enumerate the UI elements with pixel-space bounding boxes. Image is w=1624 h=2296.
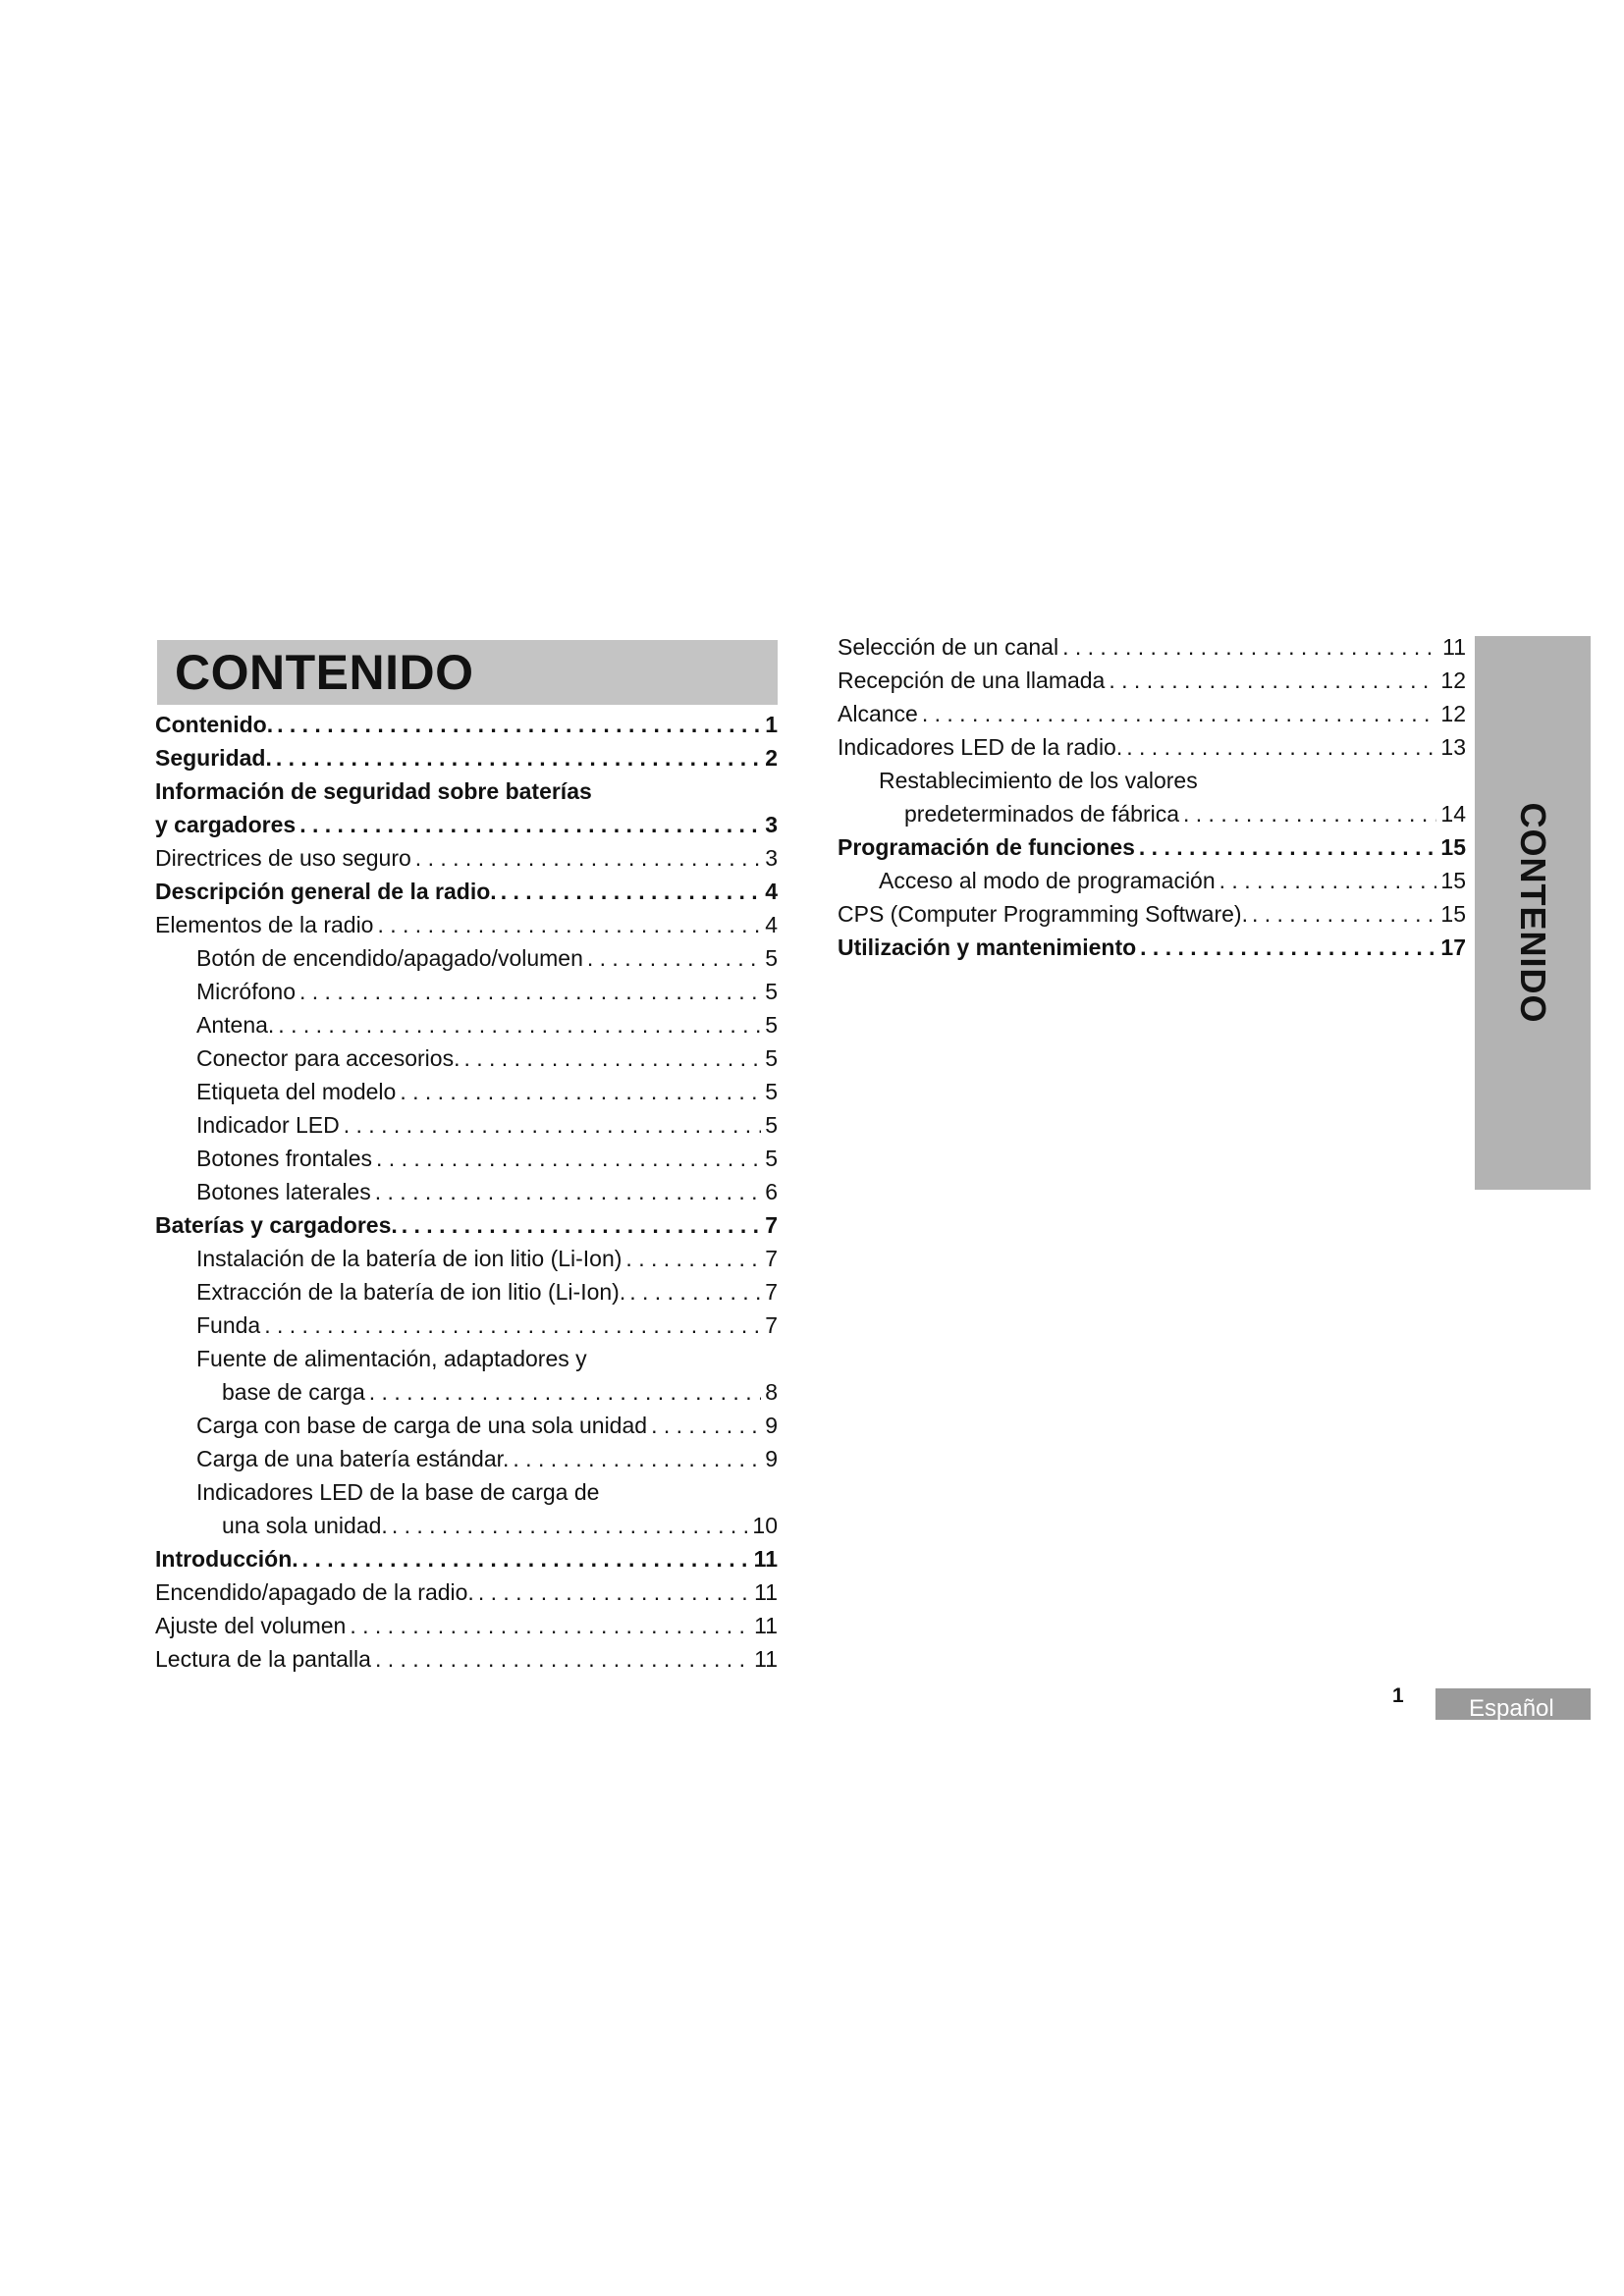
contents-heading: CONTENIDO bbox=[175, 645, 474, 700]
toc-entry-page: 12 bbox=[1440, 701, 1466, 726]
toc-entry-page: 11 bbox=[754, 1613, 778, 1638]
toc-entry[interactable] bbox=[838, 764, 1466, 797]
toc-dot-leader bbox=[415, 841, 761, 875]
toc-dot-leader bbox=[501, 875, 762, 908]
page-number: 1 bbox=[1392, 1684, 1404, 1707]
toc-entry[interactable] bbox=[838, 697, 1466, 730]
toc-entry-page: 9 bbox=[765, 1446, 778, 1471]
toc-entry[interactable] bbox=[838, 664, 1466, 697]
toc-entry-title: Indicadores LED de la radio. bbox=[838, 734, 1123, 760]
toc-entry-page: 3 bbox=[765, 845, 778, 871]
toc-dot-leader bbox=[1062, 630, 1438, 664]
toc-entry[interactable] bbox=[155, 1575, 778, 1609]
contents-heading-bar bbox=[157, 640, 778, 705]
toc-dot-leader bbox=[922, 697, 1437, 730]
toc-entry-title: Utilización y mantenimiento bbox=[838, 934, 1137, 960]
toc-entry[interactable] bbox=[155, 1375, 778, 1409]
toc-entry-title: Contenido. bbox=[155, 712, 274, 737]
toc-entry-page: 5 bbox=[765, 979, 778, 1004]
toc-dot-leader bbox=[1183, 797, 1436, 830]
toc-entry-page: 7 bbox=[765, 1212, 778, 1238]
side-tab-label: CONTENIDO bbox=[1513, 802, 1553, 1024]
toc-entry-title: Botones laterales bbox=[196, 1179, 371, 1204]
toc-entry-title: Programación de funciones bbox=[838, 834, 1135, 860]
toc-entry-title: Indicador LED bbox=[196, 1112, 340, 1138]
toc-dot-leader bbox=[276, 741, 761, 774]
toc-entry[interactable] bbox=[155, 975, 778, 1008]
toc-entry-title: Funda bbox=[196, 1312, 261, 1338]
toc-entry-title: Directrices de uso seguro bbox=[155, 845, 411, 871]
toc-entry-page: 11 bbox=[753, 1546, 778, 1572]
toc-entry[interactable] bbox=[838, 630, 1466, 664]
toc-entry[interactable] bbox=[155, 1108, 778, 1142]
toc-dot-leader bbox=[400, 1075, 761, 1108]
toc-entry-page: 5 bbox=[765, 1012, 778, 1038]
toc-entry-page: 7 bbox=[765, 1312, 778, 1338]
toc-entry-page: 7 bbox=[765, 1246, 778, 1271]
toc-entry-title: Baterías y cargadores. bbox=[155, 1212, 398, 1238]
toc-dot-leader bbox=[375, 1175, 761, 1208]
toc-entry-title: Carga con base de carga de una sola unidad bbox=[196, 1413, 648, 1438]
toc-dot-leader bbox=[629, 1275, 761, 1308]
toc-dot-leader bbox=[1219, 864, 1437, 897]
toc-dot-leader bbox=[375, 1642, 750, 1676]
toc-entry[interactable] bbox=[838, 931, 1466, 964]
toc-entry-title: base de carga bbox=[222, 1379, 365, 1405]
toc-entry-title: Descripción general de la radio. bbox=[155, 879, 497, 904]
toc-entry-title: Alcance bbox=[838, 701, 918, 726]
toc-dot-leader bbox=[392, 1509, 749, 1542]
toc-entry-title: Botones frontales bbox=[196, 1146, 373, 1171]
toc-dot-leader bbox=[299, 975, 761, 1008]
language-tab bbox=[1435, 1688, 1591, 1720]
toc-entry-title: Instalación de la batería de ion litio (Li-Ion) bbox=[196, 1246, 623, 1271]
toc-entry-title: Micrófono bbox=[196, 979, 296, 1004]
toc-entry[interactable] bbox=[155, 1175, 778, 1208]
section-side-tab bbox=[1475, 636, 1591, 1190]
toc-entry[interactable] bbox=[155, 1308, 778, 1342]
toc-entry[interactable] bbox=[155, 1075, 778, 1108]
toc-entry-page: 3 bbox=[765, 812, 778, 837]
toc-entry-title: Etiqueta del modelo bbox=[196, 1079, 397, 1104]
toc-entry-page: 8 bbox=[765, 1379, 778, 1405]
toc-entry[interactable] bbox=[155, 908, 778, 941]
toc-entry-title: Carga de una batería estándar. bbox=[196, 1446, 510, 1471]
toc-entry-title: Recepción de una llamada bbox=[838, 667, 1106, 693]
toc-entry-page: 5 bbox=[765, 1112, 778, 1138]
toc-entry[interactable] bbox=[155, 1642, 778, 1676]
toc-entry[interactable] bbox=[838, 797, 1466, 830]
language-tab-label: Español bbox=[1469, 1695, 1554, 1720]
toc-entry[interactable] bbox=[155, 941, 778, 975]
toc-dot-leader bbox=[376, 1142, 761, 1175]
toc-entry[interactable] bbox=[155, 1208, 778, 1242]
toc-entry[interactable] bbox=[155, 841, 778, 875]
toc-entry-title: Introducción. bbox=[155, 1546, 298, 1572]
toc-dot-leader bbox=[402, 1208, 761, 1242]
toc-entry-page: 11 bbox=[754, 1646, 778, 1672]
toc-entry-page: 1 bbox=[765, 712, 778, 737]
toc-dot-leader bbox=[278, 1008, 761, 1041]
toc-entry[interactable] bbox=[155, 741, 778, 774]
toc-entry-title: CPS (Computer Programming Software). bbox=[838, 901, 1248, 927]
toc-entry[interactable] bbox=[155, 808, 778, 841]
toc-entry-page: 5 bbox=[765, 1146, 778, 1171]
toc-entry[interactable] bbox=[155, 708, 778, 741]
toc-entry[interactable] bbox=[155, 1142, 778, 1175]
toc-dot-leader bbox=[463, 1041, 761, 1075]
toc-entry-title: Selección de un canal bbox=[838, 634, 1059, 660]
toc-entry[interactable] bbox=[838, 830, 1466, 864]
toc-entry[interactable] bbox=[838, 730, 1466, 764]
toc-entry-page: 4 bbox=[765, 879, 778, 904]
toc-entry-title: Encendido/apagado de la radio. bbox=[155, 1579, 474, 1605]
toc-dot-leader bbox=[302, 1542, 750, 1575]
toc-entry-title: Lectura de la pantalla bbox=[155, 1646, 371, 1672]
toc-entry-page: 9 bbox=[765, 1413, 778, 1438]
toc-entry[interactable] bbox=[155, 1242, 778, 1275]
toc-dot-leader bbox=[277, 708, 761, 741]
toc-entry[interactable] bbox=[155, 774, 778, 808]
toc-dot-leader bbox=[299, 808, 761, 841]
toc-dot-leader bbox=[513, 1442, 761, 1475]
toc-entry[interactable] bbox=[155, 1041, 778, 1075]
toc-entry[interactable] bbox=[838, 864, 1466, 897]
toc-entry-page: 11 bbox=[1442, 634, 1466, 660]
toc-entry-page: 11 bbox=[754, 1579, 778, 1605]
toc-dot-leader bbox=[1109, 664, 1436, 697]
toc-entry[interactable] bbox=[155, 1409, 778, 1442]
toc-dot-leader bbox=[478, 1575, 750, 1609]
toc-entry-page: 5 bbox=[765, 1045, 778, 1071]
toc-entry-page: 2 bbox=[765, 745, 778, 771]
toc-entry-title: Conector para accesorios. bbox=[196, 1045, 460, 1071]
toc-entry-page: 15 bbox=[1440, 901, 1466, 927]
toc-entry-page: 13 bbox=[1440, 734, 1466, 760]
toc-entry-page: 10 bbox=[752, 1513, 778, 1538]
toc-entry-title: Ajuste del volumen bbox=[155, 1613, 347, 1638]
toc-entry-title: y cargadores bbox=[155, 812, 297, 837]
toc-entry-page: 7 bbox=[765, 1279, 778, 1305]
toc-entry[interactable] bbox=[838, 897, 1466, 931]
toc-entry[interactable] bbox=[155, 1475, 778, 1509]
toc-left-column bbox=[155, 708, 778, 1676]
toc-dot-leader bbox=[344, 1108, 761, 1142]
toc-entry-page: 5 bbox=[765, 1079, 778, 1104]
toc-right-column bbox=[838, 630, 1466, 964]
toc-entry-title: Elementos de la radio bbox=[155, 912, 374, 937]
toc-entry-title: Extracción de la batería de ion litio (Li-Ion). bbox=[196, 1279, 626, 1305]
toc-entry[interactable] bbox=[155, 1542, 778, 1575]
toc-entry-page: 15 bbox=[1440, 868, 1466, 893]
toc-entry-title: predeterminados de fábrica bbox=[904, 801, 1179, 827]
toc-dot-leader bbox=[1126, 730, 1436, 764]
toc-entry-title: Restablecimiento de los valores bbox=[879, 768, 1198, 793]
toc-entry-title: Seguridad. bbox=[155, 745, 272, 771]
toc-dot-leader bbox=[369, 1375, 761, 1409]
toc-entry-page: 17 bbox=[1440, 934, 1466, 960]
toc-entry-page: 4 bbox=[765, 912, 778, 937]
toc-entry-page: 14 bbox=[1440, 801, 1466, 827]
toc-entry-page: 6 bbox=[765, 1179, 778, 1204]
toc-entry-title: Botón de encendido/apagado/volumen bbox=[196, 945, 583, 971]
toc-entry-title: Antena. bbox=[196, 1012, 275, 1038]
toc-entry-title: Indicadores LED de la base de carga de bbox=[196, 1479, 600, 1505]
toc-entry-title: Fuente de alimentación, adaptadores y bbox=[196, 1346, 587, 1371]
toc-entry[interactable] bbox=[155, 1609, 778, 1642]
toc-entry-page: 5 bbox=[765, 945, 778, 971]
toc-entry[interactable] bbox=[155, 1008, 778, 1041]
toc-dot-leader bbox=[1252, 897, 1436, 931]
toc-dot-leader bbox=[625, 1242, 761, 1275]
toc-entry[interactable] bbox=[155, 1275, 778, 1308]
toc-entry-page: 15 bbox=[1440, 834, 1466, 860]
toc-dot-leader bbox=[377, 908, 761, 941]
toc-dot-leader bbox=[350, 1609, 750, 1642]
toc-dot-leader bbox=[587, 941, 761, 975]
toc-dot-leader bbox=[1140, 931, 1436, 964]
toc-entry-page: 12 bbox=[1440, 667, 1466, 693]
toc-entry-title: Información de seguridad sobre baterías bbox=[155, 778, 592, 804]
toc-dot-leader bbox=[1139, 830, 1437, 864]
toc-entry[interactable] bbox=[155, 875, 778, 908]
toc-entry-title: una sola unidad. bbox=[222, 1513, 388, 1538]
toc-entry-title: Acceso al modo de programación bbox=[879, 868, 1216, 893]
toc-entry[interactable] bbox=[155, 1442, 778, 1475]
toc-entry[interactable] bbox=[155, 1509, 778, 1542]
toc-dot-leader bbox=[651, 1409, 761, 1442]
toc-entry[interactable] bbox=[155, 1342, 778, 1375]
toc-dot-leader bbox=[264, 1308, 761, 1342]
